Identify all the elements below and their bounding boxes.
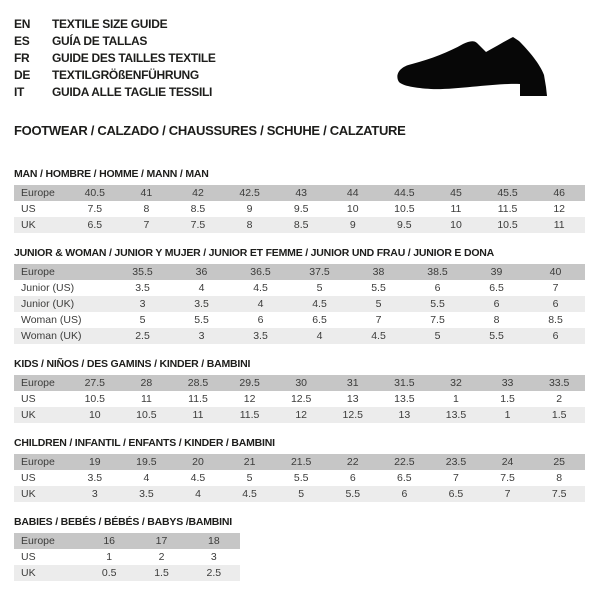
size-value: 11.5 bbox=[239, 409, 260, 421]
size-row bbox=[14, 549, 240, 565]
size-value: 31 bbox=[346, 377, 359, 389]
size-value: 6 bbox=[349, 472, 356, 484]
language-row bbox=[14, 32, 216, 49]
region-label: Europe bbox=[21, 535, 55, 547]
size-value: 10 bbox=[346, 203, 359, 215]
size-section bbox=[14, 516, 585, 581]
size-tables bbox=[14, 168, 585, 581]
header bbox=[14, 8, 585, 108]
size-value: 11.5 bbox=[188, 393, 208, 405]
size-section bbox=[14, 358, 585, 423]
size-value: 37.5 bbox=[309, 266, 330, 278]
size-value: 2 bbox=[556, 393, 563, 405]
size-value: 3.5 bbox=[194, 298, 209, 310]
size-table-title: BABIES / BEBÉS / BÉBÉS / BABYS /BAMBINI bbox=[14, 516, 232, 528]
size-value: 12.5 bbox=[290, 393, 312, 405]
size-value: 1 bbox=[504, 409, 511, 421]
size-section bbox=[14, 168, 585, 233]
size-value: 33.5 bbox=[548, 377, 570, 389]
size-value: 7.5 bbox=[87, 203, 103, 215]
size-value: 3 bbox=[210, 551, 217, 563]
region-label: US bbox=[21, 203, 36, 215]
size-value: 12 bbox=[553, 203, 566, 215]
size-value: 5 bbox=[298, 488, 305, 500]
size-value: 9 bbox=[246, 203, 253, 215]
size-value: 8.5 bbox=[548, 314, 563, 326]
language-label: TEXTILE SIZE GUIDE bbox=[52, 16, 168, 31]
size-value: 1 bbox=[453, 393, 459, 405]
size-value: 3 bbox=[91, 488, 98, 500]
size-value: 11.5 bbox=[497, 203, 518, 215]
language-row bbox=[14, 49, 216, 66]
size-value: 23.5 bbox=[445, 456, 467, 468]
size-row bbox=[14, 454, 585, 470]
size-value: 4 bbox=[143, 472, 150, 484]
size-value: 9.5 bbox=[397, 219, 412, 231]
size-value: 2.5 bbox=[206, 567, 222, 579]
size-value: 5 bbox=[434, 330, 441, 342]
region-label: Woman (US) bbox=[21, 314, 82, 326]
size-value: 44 bbox=[346, 187, 359, 199]
size-value: 38 bbox=[372, 266, 385, 278]
size-value: 4 bbox=[257, 298, 264, 310]
size-value: 41 bbox=[140, 187, 153, 199]
size-row bbox=[14, 264, 585, 280]
size-value: 7.5 bbox=[500, 472, 515, 484]
size-row bbox=[14, 486, 585, 502]
size-row bbox=[14, 296, 585, 312]
language-list bbox=[14, 8, 216, 100]
region-label: US bbox=[21, 551, 36, 563]
size-value: 40.5 bbox=[84, 187, 106, 199]
size-value: 36 bbox=[195, 266, 208, 278]
size-value: 7.5 bbox=[430, 314, 445, 326]
size-value: 44.5 bbox=[394, 187, 415, 199]
size-value: 45 bbox=[450, 187, 462, 199]
size-value: 33 bbox=[501, 377, 514, 389]
size-value: 5.5 bbox=[345, 488, 361, 500]
size-row bbox=[14, 470, 585, 486]
size-value: 4.5 bbox=[253, 282, 268, 294]
size-value: 43 bbox=[295, 187, 308, 199]
size-value: 5.5 bbox=[371, 282, 386, 294]
size-value: 7 bbox=[504, 488, 511, 500]
size-table-title: KIDS / NIÑOS / DES GAMINS / KINDER / BAMBINI bbox=[14, 358, 251, 370]
language-label: TEXTILGRÖßENFÜHRUNG bbox=[52, 67, 199, 82]
size-value: 4.5 bbox=[371, 330, 386, 342]
size-value: 8 bbox=[556, 472, 563, 484]
size-row bbox=[14, 407, 585, 423]
size-value: 9 bbox=[349, 219, 356, 231]
size-value: 12.5 bbox=[342, 409, 363, 421]
region-label: Europe bbox=[21, 456, 55, 468]
region-label: Europe bbox=[21, 187, 55, 199]
size-value: 9.5 bbox=[293, 203, 309, 215]
size-row bbox=[14, 185, 585, 201]
size-value: 36.5 bbox=[250, 266, 271, 278]
size-value: 6 bbox=[434, 282, 441, 294]
size-value: 38.5 bbox=[427, 266, 448, 278]
size-value: 7.5 bbox=[551, 488, 567, 500]
size-value: 6 bbox=[493, 298, 500, 310]
size-value: 3.5 bbox=[253, 330, 268, 342]
size-value: 21.5 bbox=[290, 456, 312, 468]
size-value: 13.5 bbox=[394, 393, 415, 405]
size-value: 46 bbox=[553, 187, 566, 199]
size-value: 6.5 bbox=[489, 282, 504, 294]
region-label: Europe bbox=[21, 377, 55, 389]
language-code: ES bbox=[14, 33, 30, 48]
size-value: 3 bbox=[139, 298, 146, 310]
size-value: 22 bbox=[346, 456, 359, 468]
size-value: 13 bbox=[346, 393, 359, 405]
language-label: GUIDE DES TAILLES TEXTILE bbox=[52, 50, 216, 65]
size-table bbox=[14, 533, 240, 581]
size-value: 29.5 bbox=[239, 377, 260, 389]
size-value: 10.5 bbox=[394, 203, 415, 215]
language-row bbox=[14, 15, 216, 32]
size-value: 3 bbox=[198, 330, 205, 342]
size-table-title: MAN / HOMBRE / HOMME / MANN / MAN bbox=[14, 168, 209, 180]
size-value: 31.5 bbox=[394, 377, 415, 389]
size-value: 6 bbox=[257, 314, 264, 326]
size-value: 4.5 bbox=[242, 488, 257, 500]
size-value: 0.5 bbox=[101, 567, 117, 579]
language-code: DE bbox=[14, 67, 31, 82]
size-row bbox=[14, 391, 585, 407]
size-value: 42 bbox=[192, 187, 204, 199]
language-label: GUIDA ALLE TAGLIE TESSILI bbox=[52, 84, 213, 99]
region-label: UK bbox=[21, 488, 36, 500]
size-value: 5.5 bbox=[430, 298, 445, 310]
size-value: 10 bbox=[450, 219, 462, 231]
size-value: 1 bbox=[106, 551, 113, 563]
size-value: 7 bbox=[552, 282, 559, 294]
language-code: EN bbox=[14, 16, 31, 31]
size-value: 42.5 bbox=[239, 187, 260, 199]
size-value: 24 bbox=[501, 456, 514, 468]
size-value: 10.5 bbox=[84, 393, 106, 405]
size-value: 2.5 bbox=[135, 330, 150, 342]
size-value: 5 bbox=[246, 472, 253, 484]
size-value: 2 bbox=[158, 551, 165, 563]
size-section bbox=[14, 247, 585, 344]
size-value: 22.5 bbox=[394, 456, 415, 468]
size-value: 6 bbox=[552, 330, 559, 342]
size-value: 11 bbox=[450, 203, 462, 215]
size-value: 8 bbox=[246, 219, 253, 231]
size-value: 6.5 bbox=[87, 219, 103, 231]
size-value: 5.5 bbox=[293, 472, 309, 484]
shoe-icon bbox=[393, 35, 563, 108]
size-value: 7 bbox=[375, 314, 382, 326]
size-row bbox=[14, 375, 585, 391]
size-value: 27.5 bbox=[84, 377, 106, 389]
size-value: 4 bbox=[316, 330, 323, 342]
region-label: US bbox=[21, 472, 36, 484]
size-value: 4 bbox=[195, 488, 201, 500]
size-row bbox=[14, 328, 585, 344]
size-row bbox=[14, 533, 240, 549]
size-value: 39 bbox=[490, 266, 503, 278]
size-value: 30 bbox=[295, 377, 308, 389]
size-table bbox=[14, 264, 585, 344]
region-label: UK bbox=[21, 219, 36, 231]
size-value: 11 bbox=[192, 409, 204, 421]
size-value: 19 bbox=[88, 456, 101, 468]
size-value: 6 bbox=[401, 488, 408, 500]
size-table bbox=[14, 185, 585, 233]
size-row bbox=[14, 565, 240, 581]
size-value: 8.5 bbox=[190, 203, 206, 215]
size-value: 6.5 bbox=[397, 472, 412, 484]
size-value: 45.5 bbox=[497, 187, 518, 199]
region-label: Europe bbox=[21, 266, 55, 278]
size-value: 1.5 bbox=[500, 393, 515, 405]
size-table-title: CHILDREN / INFANTIL / ENFANTS / KINDER / BAMBINI bbox=[14, 437, 275, 449]
size-value: 1.5 bbox=[154, 567, 169, 579]
language-row bbox=[14, 66, 216, 83]
size-value: 3.5 bbox=[135, 282, 150, 294]
size-value: 7.5 bbox=[190, 219, 206, 231]
size-value: 18 bbox=[207, 535, 220, 547]
size-value: 32 bbox=[450, 377, 462, 389]
size-value: 17 bbox=[155, 535, 168, 547]
size-row bbox=[14, 280, 585, 296]
language-row bbox=[14, 83, 216, 100]
size-table bbox=[14, 454, 585, 502]
size-value: 12 bbox=[243, 393, 256, 405]
size-value: 5.5 bbox=[489, 330, 504, 342]
size-value: 20 bbox=[192, 456, 204, 468]
region-label: Woman (UK) bbox=[21, 330, 82, 342]
size-value: 4 bbox=[198, 282, 205, 294]
size-value: 25 bbox=[553, 456, 566, 468]
size-value: 16 bbox=[103, 535, 115, 547]
size-value: 7 bbox=[453, 472, 459, 484]
size-value: 8 bbox=[143, 203, 150, 215]
language-code: IT bbox=[14, 84, 25, 99]
size-value: 19.5 bbox=[136, 456, 157, 468]
category-heading: FOOTWEAR / CALZADO / CHAUSSURES / SCHUHE / CALZATURE bbox=[14, 123, 406, 138]
size-value: 10.5 bbox=[136, 409, 157, 421]
size-value: 3.5 bbox=[87, 472, 103, 484]
region-label: UK bbox=[21, 567, 36, 579]
size-value: 28 bbox=[140, 377, 153, 389]
language-code: FR bbox=[14, 50, 30, 65]
size-value: 4.5 bbox=[312, 298, 327, 310]
size-value: 6 bbox=[552, 298, 559, 310]
size-value: 11 bbox=[140, 393, 152, 405]
size-value: 28.5 bbox=[187, 377, 209, 389]
region-label: Junior (US) bbox=[21, 282, 75, 294]
size-value: 5 bbox=[139, 314, 146, 326]
size-value: 6.5 bbox=[312, 314, 327, 326]
region-label: UK bbox=[21, 409, 36, 421]
size-value: 1.5 bbox=[551, 409, 567, 421]
size-value: 13.5 bbox=[445, 409, 467, 421]
size-row bbox=[14, 312, 585, 328]
size-value: 5 bbox=[316, 282, 323, 294]
size-value: 5 bbox=[375, 298, 382, 310]
size-value: 35.5 bbox=[132, 266, 153, 278]
size-value: 4.5 bbox=[190, 472, 206, 484]
size-value: 11 bbox=[553, 219, 565, 231]
size-row bbox=[14, 217, 585, 233]
region-label: US bbox=[21, 393, 36, 405]
size-value: 10.5 bbox=[497, 219, 518, 231]
language-label: GUÍA DE TALLAS bbox=[52, 33, 148, 48]
size-table bbox=[14, 375, 585, 423]
size-value: 8.5 bbox=[293, 219, 309, 231]
region-label: Junior (UK) bbox=[21, 298, 75, 310]
size-value: 10 bbox=[88, 409, 101, 421]
size-section bbox=[14, 437, 585, 502]
size-value: 13 bbox=[398, 409, 411, 421]
size-value: 7 bbox=[143, 219, 150, 231]
size-value: 12 bbox=[295, 409, 308, 421]
size-value: 3.5 bbox=[139, 488, 154, 500]
size-value: 8 bbox=[493, 314, 500, 326]
size-value: 40 bbox=[549, 266, 562, 278]
size-table-title: JUNIOR & WOMAN / JUNIOR Y MUJER / JUNIOR ET FEMME / JUNIOR UND FRAU / JUNIOR E DONA bbox=[14, 247, 495, 259]
size-value: 21 bbox=[243, 456, 256, 468]
size-row bbox=[14, 201, 585, 217]
size-value: 6.5 bbox=[448, 488, 464, 500]
size-value: 5.5 bbox=[194, 314, 209, 326]
